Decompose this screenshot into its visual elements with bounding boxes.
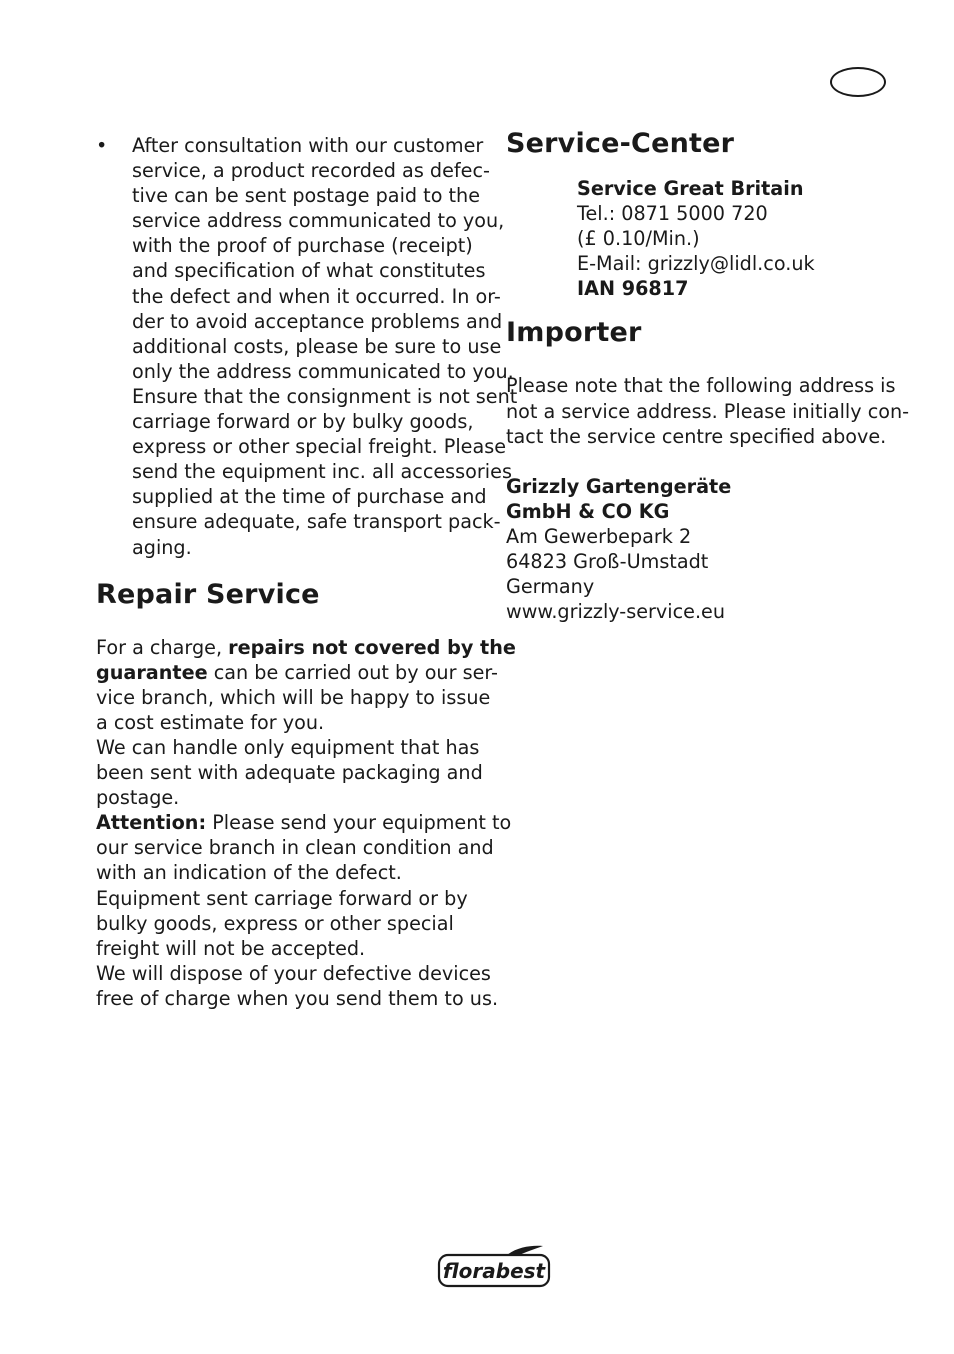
repair-line: postage. [96,786,180,810]
bullet-line: supplied at the time of purchase and [132,485,487,509]
bullet-line: the defect and when it occurred. In or- [132,284,501,308]
bullet-line: send the equipment inc. all accessories [132,460,512,484]
importer-note-line: not a service address. Please initially con- [506,399,910,423]
website-url: www.grizzly-service.eu [506,600,726,624]
bullet-line: with the proof of purchase (receipt) [132,234,473,258]
repair-line: We will dispose of your defective devices [96,961,491,985]
warranty-bullet [96,133,518,560]
ian-number: IAN 96817 [577,277,689,301]
service-center-heading: Service-Center [506,128,735,159]
right-column [506,124,910,624]
address-city: 64823 Groß-Umstadt [506,550,709,574]
logo-wordmark: florabest [442,1259,546,1283]
language-badge [830,67,886,97]
repair-line-text: For a charge, [96,635,229,659]
repair-line [96,635,516,660]
repair-line: We can handle only equipment that has [96,735,480,759]
repair-line: Equipment sent carriage forward or by [96,886,468,910]
bullet-line: service, a product recorded as defec- [132,159,490,183]
attention-label: Attention: [96,811,207,835]
bullet-line: Ensure that the consignment is not sent [132,384,518,408]
repair-line [96,660,498,685]
service-call-rate: (£ 0.10/Min.) [577,227,700,251]
service-center-name: Service Great Britain [577,177,804,200]
repair-line: been sent with adequate packaging and [96,761,483,785]
bullet-line: tive can be sent postage paid to the [132,184,481,208]
address-street: Am Gewerbepark 2 [506,524,692,548]
repair-emphasis: repairs not covered by the [228,635,516,659]
bullet-line: only the address communicated to you. [132,359,514,383]
repair-line: with an indication of the defect. [96,861,402,885]
repair-line: freight will not be accepted. [96,936,366,960]
repair-line: our service branch in clean condition and [96,836,494,860]
importer-heading: Importer [506,317,642,349]
bullet-line: After consultation with our customer [132,134,484,157]
repair-line: bulky goods, express or other special [96,911,454,935]
importer-note [506,373,910,448]
repair-line-text: can be carried out by our ser- [207,660,498,684]
bullet-line: service address communicated to you, [132,209,505,233]
bullet-line: and specification of what constitutes [132,259,486,283]
bullet-line: express or other special freight. Please [132,435,507,459]
service-email: E-Mail: grizzly@lidl.co.uk [577,252,815,276]
bullet-line: der to avoid acceptance problems and [132,309,503,333]
company-name: Grizzly Gartengeräte [506,474,732,498]
company-legal-form: GmbH & CO KG [506,499,670,523]
service-phone: Tel.: 0871 5000 720 [577,202,768,226]
repair-line: a cost estimate for you. [96,710,325,734]
bullet-text [132,133,518,560]
repair-line: vice branch, which will be happy to issue [96,685,491,709]
bullet-line: ensure adequate, safe transport pack- [132,510,501,534]
bullet-marker: • [96,134,108,157]
bullet-line: carriage forward or by bulky goods, [132,410,474,434]
repair-emphasis: guarantee [96,660,208,684]
repair-service-text [96,635,516,1011]
address-country: Germany [506,575,595,599]
florabest-logo [437,1243,551,1289]
service-center-contact [506,176,896,301]
repair-line: free of charge when you send them to us. [96,986,499,1010]
importer-address [506,474,896,625]
bullet-line: additional costs, please be sure to use [132,334,502,358]
importer-note-line: Please note that the following address is [506,374,896,398]
repair-line-text: Please send your equipment to [206,811,512,835]
repair-service-heading: Repair Service [96,578,320,610]
left-column [96,133,518,1011]
bullet-line: aging. [132,535,192,559]
importer-note-line: tact the service centre specified above. [506,424,887,448]
repair-line [96,810,512,835]
